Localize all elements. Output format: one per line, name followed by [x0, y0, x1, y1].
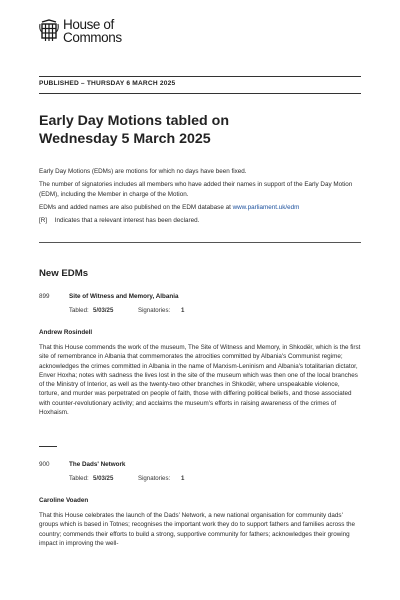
edm-header — [39, 293, 361, 305]
intro-paragraph-3 — [39, 203, 361, 213]
intro-divider — [39, 242, 361, 243]
edm-database-link[interactable]: www.parliament.uk/edm — [232, 204, 300, 211]
published-date: PUBLISHED – THURSDAY 6 MARCH 2025 — [39, 80, 176, 87]
edm-meta — [39, 307, 361, 319]
tabled-date: 5/03/25 — [93, 475, 114, 482]
logo-line-2: Commons — [63, 30, 122, 45]
tabled-label: Tabled: — [69, 475, 89, 482]
edm-header — [39, 461, 361, 473]
relevant-interest-tag: [R] — [39, 217, 48, 224]
edm-separator — [39, 446, 57, 447]
edm-meta — [39, 475, 361, 487]
intro-section — [39, 167, 361, 229]
signatories-count: 1 — [181, 475, 185, 482]
edm-motion-text: That this House celebrates the launch of the Dads' Network, a new national organisation for community dads' groups which is based in Totnes; recognises the important work they do to support fathers and families across the country; commends their efforts to build a strong, supportive community for fathers; acknowledges their growing impact in improving the well- — [39, 512, 355, 547]
section-heading-new-edms: New EDMs — [39, 268, 89, 279]
page-title-line-1: Early Day Motions tabled on — [39, 113, 229, 129]
intro-paragraph-1: Early Day Motions (EDMs) are motions for which no days have been fixed. — [39, 168, 247, 175]
logo-wordmark — [63, 18, 122, 44]
edm-entry — [39, 461, 361, 548]
page-title — [39, 112, 359, 148]
edm-number: 899 — [39, 293, 50, 300]
portcullis-icon — [39, 19, 59, 43]
signatories-label: Signatories: — [138, 475, 171, 482]
edm-member: Andrew Rosindell — [39, 329, 93, 336]
tabled-label: Tabled: — [69, 307, 89, 314]
header-divider-bottom — [39, 93, 361, 94]
page-title-line-2: Wednesday 5 March 2025 — [39, 131, 211, 147]
signatories-label: Signatories: — [138, 307, 171, 314]
logo-line-1: House of — [63, 17, 114, 32]
tabled-date: 5/03/25 — [93, 307, 114, 314]
intro-paragraph-4 — [39, 216, 361, 226]
header-divider-top — [39, 76, 361, 77]
edm-number: 900 — [39, 461, 50, 468]
edm-entry — [39, 293, 361, 417]
intro-paragraph-3-text: EDMs and added names are also published on the EDM database at — [39, 204, 233, 211]
edm-title: Site of Witness and Memory, Albania — [69, 293, 179, 300]
edm-title: The Dads' Network — [69, 461, 126, 468]
house-of-commons-logo — [39, 18, 122, 44]
relevant-interest-text: Indicates that a relevant interest has been declared. — [54, 217, 200, 224]
intro-paragraph-2: The number of signatories includes all members who have added their names in support of the Early Day Motion (EDM), including the Member in charge of the Motion. — [39, 181, 353, 198]
edm-motion-text: That this House commends the work of the museum, The Site of Witness and Memory, in Shkodër, which is the first site of remembrance in Albania that commemorates the atrocities committed by Albania's Communist regime; acknowledges the crimes committed in Albania in the name of Marxism-Leninism and Albania's totalitarian dictator, Enver Hoxha; notes with sadness the lives lost in the site of the museum which was then one of the local branches of the Ministry of Interior, as well as the twenty-two other branches in Shkodër, where unspeakable violence, torture, and murder was perpetrated on people of faith, those with differing political beliefs, and those associated with counter-revolutionary activity; and acclaims the museum's efforts in raising awareness of the crimes of Hoxhaism. — [39, 344, 361, 417]
edm-member: Caroline Voaden — [39, 497, 89, 504]
signatories-count: 1 — [181, 307, 185, 314]
